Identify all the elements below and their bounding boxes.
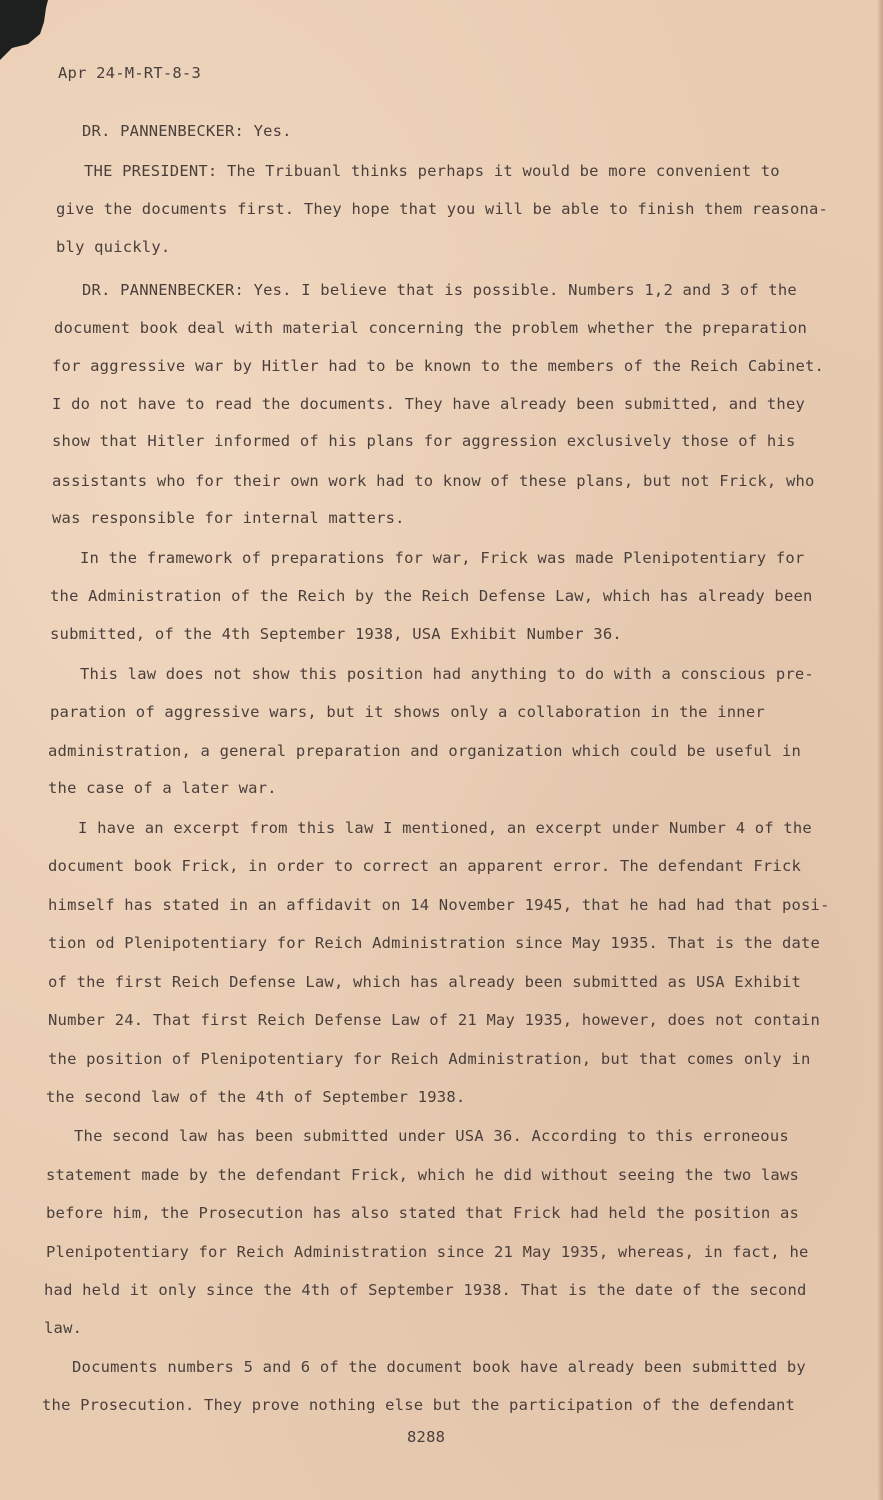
text-line: bly quickly. bbox=[56, 238, 171, 256]
text-line: of the first Reich Defense Law, which has already been submitted as USA Exhibit bbox=[48, 973, 802, 991]
text-line: for aggressive war by Hitler had to be known to the members of the Reich Cabinet. bbox=[52, 357, 825, 375]
text-line: assistants who for their own work had to know of these plans, but not Frick, who bbox=[52, 472, 815, 490]
text-line: DR. PANNENBECKER: Yes. I believe that is possible. Numbers 1,2 and 3 of the bbox=[82, 281, 797, 299]
text-line: statement made by the defendant Frick, which he did without seeing the two laws bbox=[46, 1166, 800, 1184]
text-line: had held it only since the 4th of September 1938. That is the date of the second bbox=[44, 1281, 807, 1299]
text-line: document book Frick, in order to correct an apparent error. The defendant Frick bbox=[48, 857, 802, 875]
text-line: the Administration of the Reich by the Reich Defense Law, which has already been bbox=[50, 587, 813, 605]
text-line: the position of Plenipotentiary for Reich Administration, but that comes only in bbox=[48, 1050, 811, 1068]
text-line: In the framework of preparations for war, Frick was made Plenipotentiary for bbox=[80, 549, 805, 567]
text-line: the case of a later war. bbox=[48, 779, 277, 797]
text-line: Number 24. That first Reich Defense Law of 21 May 1935, however, does not contain bbox=[48, 1011, 821, 1029]
text-line: administration, a general preparation and organization which could be useful in bbox=[48, 742, 802, 760]
text-line: submitted, of the 4th September 1938, USA Exhibit Number 36. bbox=[50, 625, 622, 643]
text-line: law. bbox=[44, 1319, 83, 1337]
text-line: Documents numbers 5 and 6 of the document book have already been submitted by bbox=[72, 1358, 806, 1376]
text-line: give the documents first. They hope that you will be able to finish them reasona- bbox=[56, 200, 829, 218]
text-line: himself has stated in an affidavit on 14 November 1945, that he had had that posi- bbox=[48, 896, 830, 914]
text-line: paration of aggressive wars, but it shows only a collaboration in the inner bbox=[50, 703, 765, 721]
text-line: before him, the Prosecution has also stated that Frick had held the position as bbox=[46, 1204, 800, 1222]
text-line: tion od Plenipotentiary for Reich Administration since May 1935. That is the date bbox=[48, 934, 821, 952]
text-line: the Prosecution. They prove nothing else but the participation of the defendant bbox=[42, 1396, 796, 1414]
text-line: I do not have to read the documents. They have already been submitted, and they bbox=[52, 395, 806, 413]
text-line: Plenipotentiary for Reich Administration since 21 May 1935, whereas, in fact, he bbox=[46, 1243, 809, 1261]
text-line: the second law of the 4th of September 1938. bbox=[46, 1088, 466, 1106]
page-number: 8288 bbox=[407, 1428, 446, 1446]
document-reference: Apr 24-M-RT-8-3 bbox=[58, 64, 201, 82]
text-line: THE PRESIDENT: The Tribuanl thinks perhaps it would be more convenient to bbox=[84, 162, 780, 180]
text-line: I have an excerpt from this law I mentioned, an excerpt under Number 4 of the bbox=[78, 819, 812, 837]
text-line: show that Hitler informed of his plans for aggression exclusively those of his bbox=[52, 432, 796, 450]
text-line: was responsible for internal matters. bbox=[52, 509, 405, 527]
text-line: document book deal with material concerning the problem whether the preparation bbox=[54, 319, 808, 337]
text-line: DR. PANNENBECKER: Yes. bbox=[82, 122, 292, 140]
text-line: This law does not show this position had anything to do with a conscious pre- bbox=[80, 665, 814, 683]
text-line: The second law has been submitted under USA 36. According to this erroneous bbox=[74, 1127, 789, 1145]
